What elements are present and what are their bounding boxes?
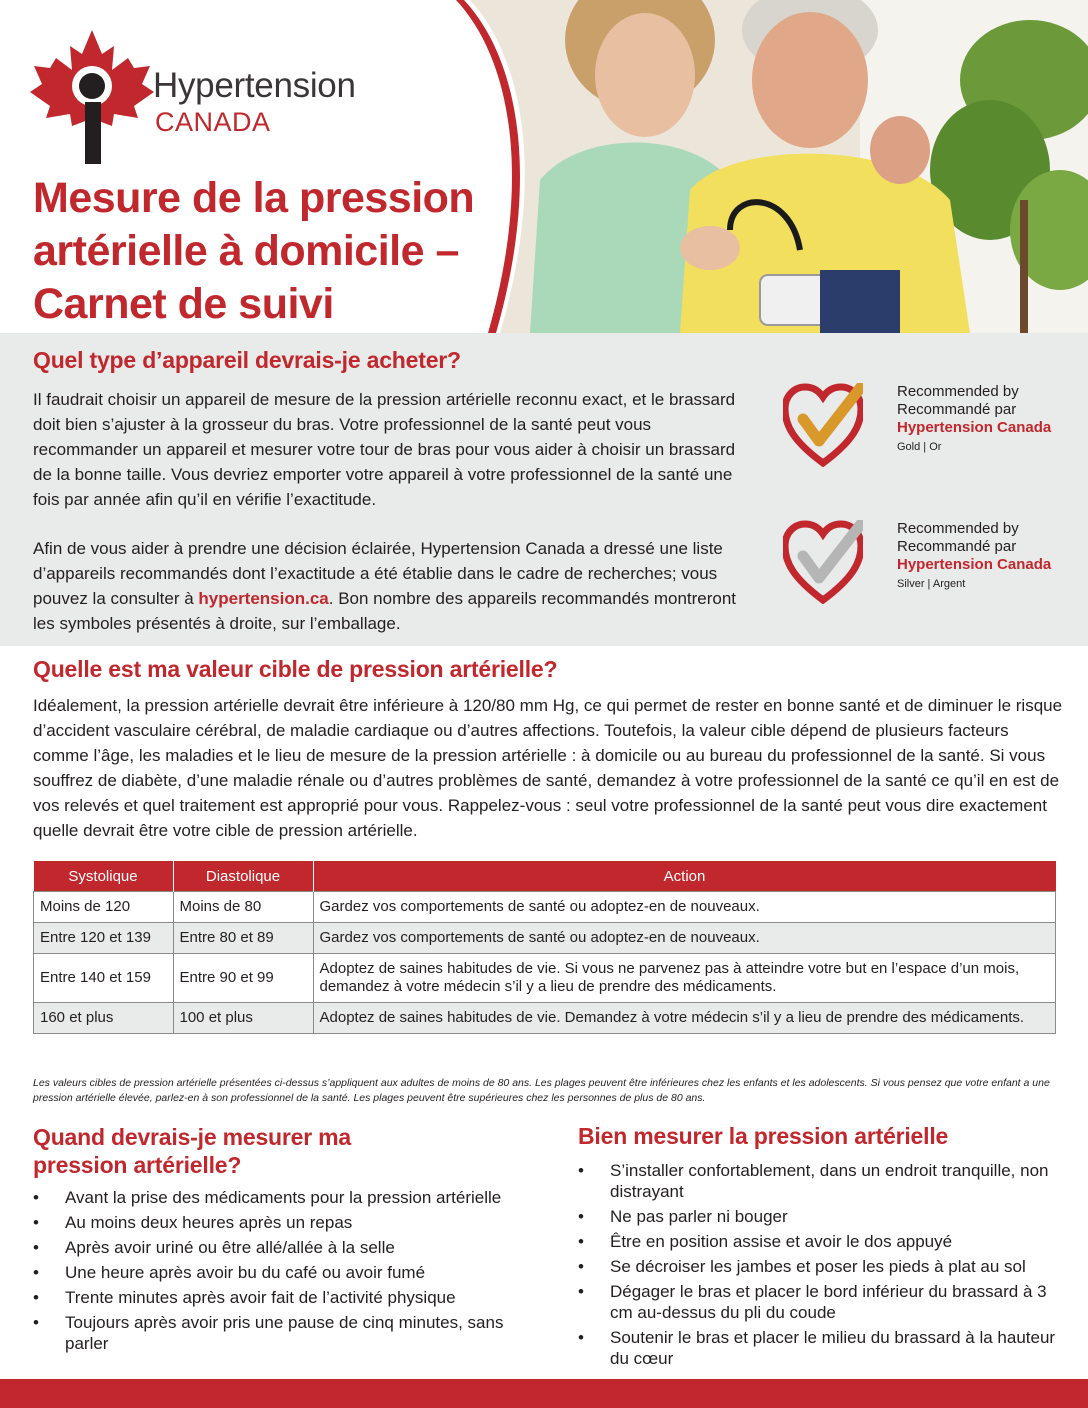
badge-org: Hypertension Canada xyxy=(897,419,1052,436)
list-item: • Ne pas parler ni bouger xyxy=(578,1206,1058,1227)
list-item: • Se décroiser les jambes et poser les pieds à plat au sol xyxy=(578,1256,1058,1277)
hypertension-ca-link[interactable]: hypertension.ca xyxy=(198,589,329,608)
target-paragraph: Idéalement, la pression artérielle devrait être inférieure à 120/80 mm Hg, ce qui permet de rester en bonne santé et de diminuer le risque d’accident vasculaire cérébral, de maladie cardiaque ou d’autres affections. Toutefois, la valeur cible dépend de plusieurs facteurs comme l’âge, les maladies et le lieu de mesure de la pression artérielle : à domicile ou au bureau du professionnel de la santé. Si vous souffrez de diabète, d’une maladie rénale ou d’autres problèmes de santé, demandez à votre professionnel de la santé ce qu’il en est de vos relevés et quel traitement est approprié pour vous. Rappelez-vous : seul votre professionnel de la santé peut vous dire exactement quelle devrait être votre cible de pression artérielle. xyxy=(33,696,1063,840)
table-row xyxy=(34,954,1056,1003)
table-footnote: Les valeurs cibles de pression artérielle présentées ci-dessus s’appliquent aux adultes de moins de 80 ans. Les plages peuvent être inférieures chez les enfants et les adolescents. Si vous pensez que votre enfant a une pression artérielle élevée, parlez-en à son professionnel de la santé. Les plages peuvent être supérieures chez les personnes de plus de 80 ans. xyxy=(33,1077,1050,1104)
device-paragraph-links xyxy=(33,536,758,636)
header-diastolic: Diastolique xyxy=(173,861,313,892)
list-item: • Trente minutes après avoir fait de l’activité physique xyxy=(33,1287,533,1308)
cell-action: Adoptez de saines habitudes de vie. Demandez à votre médecin s’il y a lieu de prendre des médicaments. xyxy=(313,1003,1056,1034)
cell-action: Gardez vos comportements de santé ou adoptez-en de nouveaux. xyxy=(313,892,1056,923)
list-item: • Toujours après avoir pris une pause de cinq minutes, sans parler xyxy=(33,1312,533,1354)
maple-leaf-icon xyxy=(30,28,160,168)
cell-diastolic: Entre 80 et 89 xyxy=(173,923,313,954)
cell-action: Adoptez de saines habitudes de vie. Si vous ne parvenez pas à atteindre votre but en l’espace d’un mois, demandez à votre médecin s’il y a lieu de prendre des médicaments. xyxy=(313,954,1056,1003)
brand-country: CANADA xyxy=(155,107,271,137)
when-heading xyxy=(33,1123,453,1179)
how-list xyxy=(578,1160,1058,1373)
badge-line-fr: Recommandé par xyxy=(897,538,1017,555)
list-item: • Dégager le bras et placer le bord inférieur du brassard à 3 cm au-dessus du pli du coude xyxy=(578,1281,1058,1323)
silver-recommended-badge xyxy=(783,520,1073,616)
device-paragraph-text: Afin de vous aider à prendre une décision éclairée, Hypertension Canada a dressé une liste d’appareils recommandés dont l’exactitude a été établie dans le cadre de recherches; vous pouvez la consulter à xyxy=(33,539,723,608)
heart-check-silver-icon xyxy=(783,520,863,604)
title-line: artérielle à domicile – xyxy=(33,227,459,275)
title-line: Mesure de la pression xyxy=(33,174,475,222)
when-heading-line: pression artérielle? xyxy=(33,1152,242,1178)
list-item: • Au moins deux heures après un repas xyxy=(33,1212,533,1233)
when-list xyxy=(33,1187,533,1358)
couple-measuring-blood-pressure-photo xyxy=(430,0,1088,333)
list-item: • Être en position assise et avoir le dos appuyé xyxy=(578,1231,1058,1252)
header-action: Action xyxy=(313,861,1056,892)
table-header-row xyxy=(34,861,1056,892)
target-heading: Quelle est ma valeur cible de pression artérielle? xyxy=(33,656,558,682)
list-item: • Une heure après avoir bu du café ou avoir fumé xyxy=(33,1262,533,1283)
badge-text xyxy=(897,520,1051,594)
cell-action: Gardez vos comportements de santé ou adoptez-en de nouveaux. xyxy=(313,923,1056,954)
cell-diastolic: Moins de 80 xyxy=(173,892,313,923)
cell-diastolic: 100 et plus xyxy=(173,1003,313,1034)
table-row xyxy=(34,892,1056,923)
badge-level: Gold | Or xyxy=(897,441,942,453)
badge-line-fr: Recommandé par xyxy=(897,401,1017,418)
badge-line-en: Recommended by xyxy=(897,383,1019,400)
badge-org: Hypertension Canada xyxy=(897,556,1052,573)
how-heading: Bien mesurer la pression artérielle xyxy=(578,1123,949,1149)
cell-diastolic: Entre 90 et 99 xyxy=(173,954,313,1003)
table-row xyxy=(34,923,1056,954)
brand-name: Hypertension xyxy=(153,66,356,105)
cell-systolic: Entre 120 et 139 xyxy=(34,923,174,954)
table-row xyxy=(34,1003,1056,1034)
heart-check-gold-icon xyxy=(783,383,863,467)
gold-recommended-badge xyxy=(783,383,1073,479)
footer-bar xyxy=(0,1379,1088,1408)
list-item: • S’installer confortablement, dans un endroit tranquille, non distrayant xyxy=(578,1160,1058,1202)
cell-systolic: Entre 140 et 159 xyxy=(34,954,174,1003)
badge-level: Silver | Argent xyxy=(897,578,966,590)
device-paragraph-text: . Bon nombre des appareils recommandés montreront les symboles présentés à droite, sur l’emballage. xyxy=(33,589,737,633)
list-item: • Soutenir le bras et placer le milieu du brassard à la hauteur du cœur xyxy=(578,1327,1058,1369)
when-heading-line: Quand devrais-je mesurer ma xyxy=(33,1124,352,1150)
device-heading: Quel type d’appareil devrais-je acheter? xyxy=(33,347,461,373)
badge-line-en: Recommended by xyxy=(897,520,1019,537)
blood-pressure-table xyxy=(33,861,1056,1034)
badge-text xyxy=(897,383,1051,457)
title-line: Carnet de suivi xyxy=(33,280,334,328)
list-item: • Avant la prise des médicaments pour la pression artérielle xyxy=(33,1187,533,1208)
cell-systolic: 160 et plus xyxy=(34,1003,174,1034)
list-item: • Après avoir uriné ou être allé/allée à la selle xyxy=(33,1237,533,1258)
header-systolic: Systolique xyxy=(34,861,174,892)
device-paragraph: Il faudrait choisir un appareil de mesure de la pression artérielle reconnu exact, et le brassard doit bien s’ajuster à la grosseur du bras. Votre professionnel de la santé peut vous recommander un appareil et mesurer votre tour de bras pour vous aider à choisir un brassard de la bonne taille. Vous devriez emporter votre appareil à votre professionnel de la santé une fois par année afin qu’il en vérifie l’exactitude. xyxy=(33,390,736,509)
cell-systolic: Moins de 120 xyxy=(34,892,174,923)
